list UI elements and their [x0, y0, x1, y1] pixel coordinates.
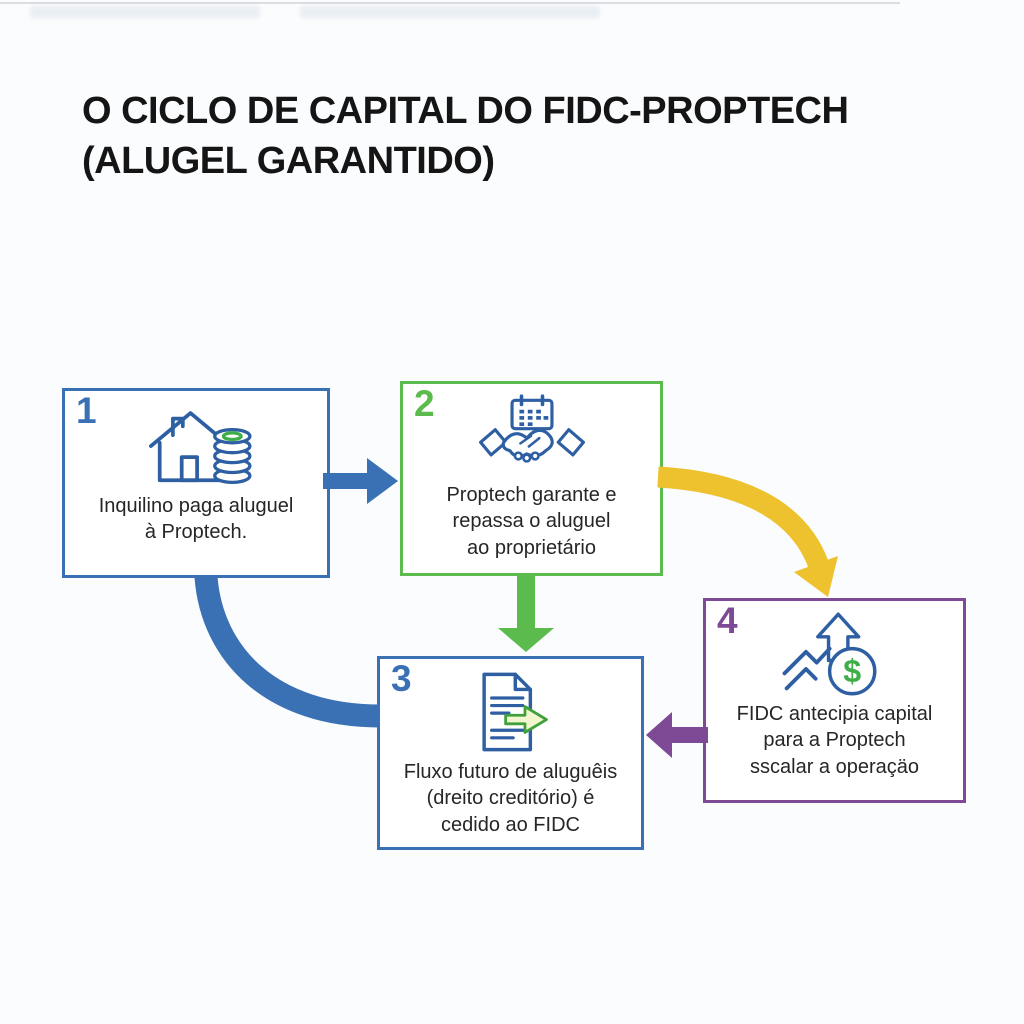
step-text-line: Fluxo futuro de aluguêis: [403, 761, 618, 783]
step-text-line: repassa o aluguel: [452, 510, 611, 533]
step-number-3: 3: [391, 658, 412, 699]
step-text-1: [65, 493, 327, 546]
svg-text:$: $: [842, 652, 861, 689]
arrow-1-to-3: [206, 577, 380, 716]
top-smudge: [30, 6, 260, 18]
top-smudge: [300, 6, 600, 18]
step-text-3: [380, 759, 641, 838]
step-text-line: cedido ao FIDC: [441, 813, 580, 836]
top-edge-artifact: [0, 0, 1024, 22]
step-text-line: Inquilino paga aluguel: [98, 495, 294, 517]
step-box-2-proptech-garante: [400, 381, 663, 576]
step-text-4: [706, 701, 963, 780]
step-text-line: ao proprietário: [467, 536, 596, 559]
arrow-2-to-4: [658, 477, 819, 566]
arrow-2-to-4-head: [794, 556, 838, 597]
arrow-2-to-3: [498, 574, 554, 652]
step-number-1: 1: [76, 390, 97, 431]
step-text-line: à Proptech.: [144, 521, 248, 544]
step-box-4-fidc-antecipa: [703, 598, 966, 803]
house-rent-coins-icon: [132, 401, 260, 489]
document-cession-icon: [450, 669, 572, 755]
page-title-line2: (ALUGEL GARANTIDO): [82, 140, 495, 183]
step-box-3-cessao-fidc: [377, 656, 644, 850]
step-text-line: (dreito creditório) é: [426, 787, 595, 810]
top-hairline: [0, 2, 900, 4]
step-text-line: para a Proptech: [763, 729, 906, 752]
step-text-line: FIDC antecipia capital: [736, 703, 933, 725]
capital-growth-icon: [774, 611, 896, 697]
arrow-4-to-3: [646, 712, 708, 758]
step-text-2: [403, 482, 660, 561]
arrow-1-to-2: [323, 458, 398, 504]
page-title: [82, 86, 962, 186]
page-title-line1: O CICLO DE CAPITAL DO FIDC-PROPTECH: [82, 90, 849, 132]
step-box-1-inquilino: [62, 388, 330, 578]
step-number-4: 4: [717, 600, 738, 641]
handshake-calendar-icon: [471, 394, 593, 478]
step-text-line: sscalar a operaçäo: [750, 755, 919, 778]
step-text-line: Proptech garante e: [446, 484, 617, 506]
step-number-2: 2: [414, 383, 435, 424]
